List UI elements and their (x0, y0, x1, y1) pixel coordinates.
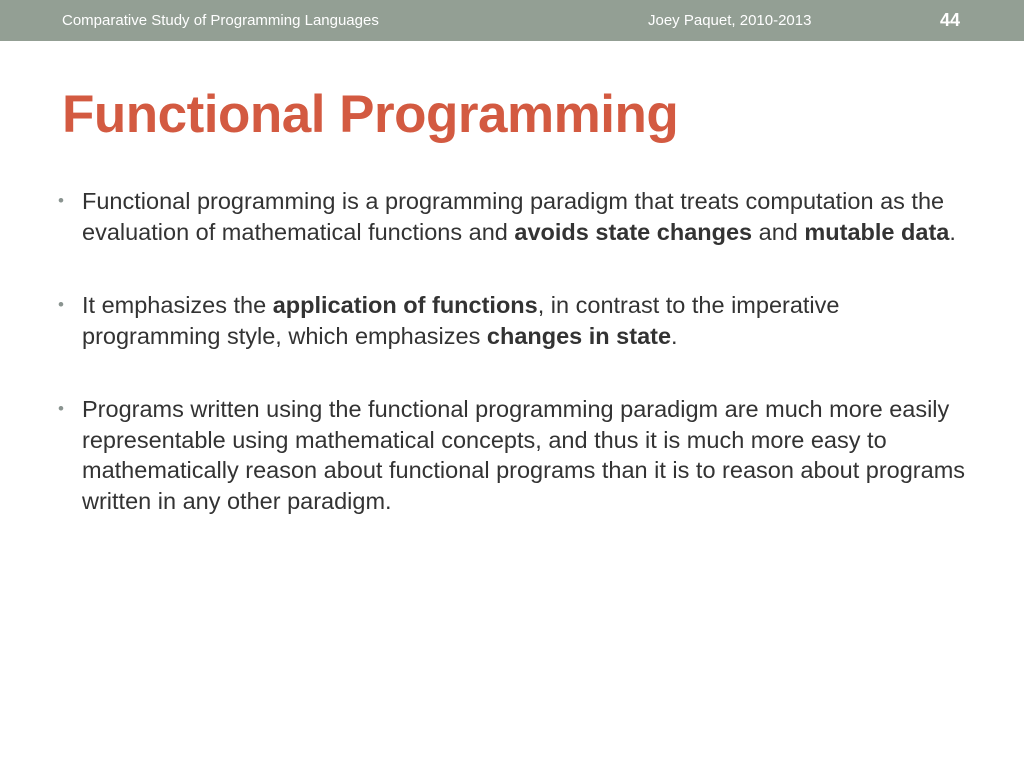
bullet-text (82, 188, 956, 245)
bullet-item (58, 186, 978, 247)
author-credit: Joey Paquet, 2010-2013 (648, 12, 812, 29)
bullet-emphasis: application of functions (272, 292, 538, 318)
bullet-item (58, 290, 978, 351)
bullet-text (82, 396, 965, 514)
bullet-emphasis: mutable data (804, 218, 950, 245)
bullet-run: . (949, 218, 956, 245)
bullet-emphasis: avoids state changes (514, 218, 753, 245)
course-title: Comparative Study of Programming Languages (62, 12, 379, 29)
bullet-run: . (671, 322, 678, 349)
bullet-run: Functional programming is a programming paradigm that treats computation as the evaluation of mathematical functions and (82, 188, 945, 245)
bullet-text (82, 292, 839, 349)
bullet-item (58, 394, 978, 516)
bullet-run: , in contrast to the imperative programming style, which emphasizes (82, 292, 840, 349)
bullet-emphasis: changes in state (486, 322, 672, 349)
bullet-list (58, 186, 978, 516)
bullet-dot-icon: • (58, 295, 64, 314)
bullet-run: It emphasizes the (82, 292, 273, 318)
page-number: 44 (940, 10, 961, 30)
bullet-dot-icon: • (58, 191, 64, 210)
bullet-run: and (752, 218, 805, 245)
slide-title: Functional Programming (62, 85, 679, 144)
bullet-dot-icon: • (58, 399, 64, 418)
bullet-run: Programs written using the functional programming paradigm are much more easily representable using mathematical concepts, and thus it is much more easy to mathematically reason about functional programs than it is to reason about programs written in any other paradigm. (82, 396, 966, 514)
header-bar (0, 0, 1024, 41)
